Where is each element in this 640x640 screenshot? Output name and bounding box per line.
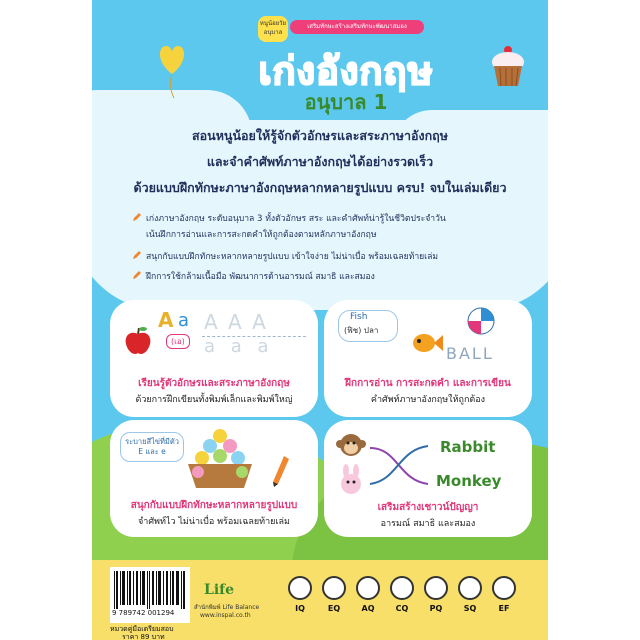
cupcake-icon [488, 44, 528, 88]
skill-label: IQ [295, 604, 305, 613]
tip-bubble: ระบายสีไข่ที่มีตัว E และ e [120, 432, 184, 462]
price-label: ราคา 89 บาท [122, 633, 165, 640]
spelling-word: BALL [446, 344, 494, 363]
headline-line-2: และจำคำศัพท์ภาษาอังกฤษได้อย่างรวดเร็ว [206, 154, 434, 169]
apple-icon [124, 326, 152, 356]
age-badge: หนูน้อยวัยอนุบาล [258, 16, 288, 42]
hand-skill-icon [424, 576, 448, 600]
match-word-monkey: Monkey [436, 472, 502, 490]
bullet-1-cont: เน้นฝึกการอ่านและการสะกดคำให้ถูกต้องตามหลักภาษาอังกฤษ [146, 230, 377, 240]
headline-line-1: สอนหนูน้อยให้รู้จักตัวอักษรและสระภาษาอังกฤษ [192, 128, 448, 143]
book-subtitle: อนุบาล 1 [304, 90, 388, 114]
letter-phonetic: (เอ) [166, 334, 190, 349]
brain-skill-icon [288, 576, 312, 600]
headline-line-3: ด้วยแบบฝึกทักษะภาษาอังกฤษหลากหลายรูปแบบ ครบ! จบในเล่มเดียว [133, 180, 507, 195]
trace-lowercase: a a a [204, 336, 274, 357]
card-title: เสริมสร้างเชาวน์ปัญญา [377, 502, 479, 513]
barcode-bars [110, 569, 190, 613]
skill-label: CQ [395, 604, 409, 613]
skill-label: SQ [463, 604, 477, 613]
trophy-skill-icon [492, 576, 516, 600]
vocab-word: Fish [350, 312, 368, 322]
card-title: สนุกกับแบบฝึกทักษะหลากหลายรูปแบบ [130, 500, 298, 511]
pencil-icon [270, 454, 290, 488]
skill-label: AQ [361, 604, 375, 613]
pencil-bullet-icon [132, 212, 142, 222]
lightbulb-skill-icon [390, 576, 414, 600]
publisher-logo: Life [204, 582, 235, 598]
bullet-2: สนุกกับแบบฝึกทักษะหลากหลายรูปแบบ เข้าใจง่าย ไม่น่าเบื่อ พร้อมเฉลยท้ายเล่ม [146, 252, 439, 262]
card-title: ฝึกการอ่าน การสะกดคำ และการเขียน [345, 378, 511, 389]
beach-ball-icon [466, 306, 496, 336]
egg-basket-icon [180, 426, 260, 490]
heart-skill-icon [322, 576, 346, 600]
skill-label: EF [498, 604, 510, 613]
card-subtitle: อารมณ์ สมาธิ และสมอง [380, 519, 476, 529]
feature-card-matching [324, 420, 532, 537]
book-back-cover [92, 0, 548, 640]
bullet-1: เก่งภาษาอังกฤษ ระดับอนุบาล 3 ทั้งตัวอักษร สระ และคำศัพท์น่ารู้ในชีวิตประจำวัน [146, 214, 446, 224]
publisher-url: www.inspal.co.th [200, 612, 251, 619]
publisher-name: สำนักพิมพ์ Life Balance [194, 604, 260, 611]
skill-label: PQ [429, 604, 443, 613]
bullet-3: ฝึกการใช้กล้ามเนื้อมือ พัฒนาการด้านอารมณ์ สมาธิ และสมอง [146, 272, 375, 282]
heart-balloon-icon [152, 40, 192, 100]
people-skill-icon [458, 576, 482, 600]
rabbit-icon [336, 464, 366, 496]
isbn-barcode [110, 567, 190, 623]
card-subtitle: ด้วยการฝึกเขียนทั้งพิมพ์เล็กและพิมพ์ใหญ่ [135, 395, 293, 405]
card-subtitle: จำศัพท์ไว ไม่น่าเบื่อ พร้อมเฉลยท้ายเล่ม [138, 517, 290, 527]
feature-card-alphabet [110, 300, 318, 417]
match-word-rabbit: Rabbit [440, 438, 496, 456]
book-title: เก่งอังกฤษ [258, 49, 434, 93]
pencil-bullet-icon [132, 250, 142, 260]
letter-lowercase: a [178, 310, 190, 331]
letter-uppercase: A [158, 308, 174, 332]
feature-card-games [110, 420, 318, 537]
barcode-number: 9 789742 001294 [112, 609, 175, 617]
monkey-icon [336, 430, 366, 460]
card-title: เรียนรู้ตัวอักษรและสระภาษาอังกฤษ [138, 378, 290, 389]
pencil-bullet-icon [132, 270, 142, 280]
trace-uppercase: A A A [204, 310, 268, 334]
card-subtitle: คำศัพท์ภาษาอังกฤษให้ถูกต้อง [370, 395, 486, 405]
feature-card-reading [324, 300, 532, 417]
vocab-phonetic: (ฟิช) ปลา [344, 326, 379, 335]
goldfish-icon [410, 330, 444, 356]
series-ribbon: เสริมทักษะสร้างเสริมทักษะพัฒนาสมอง [290, 20, 424, 34]
skill-label: EQ [327, 604, 341, 613]
matching-lines [368, 440, 438, 490]
mountain-skill-icon [356, 576, 380, 600]
category-label: หมวดคู่มือเตรียมสอบ [110, 625, 174, 633]
